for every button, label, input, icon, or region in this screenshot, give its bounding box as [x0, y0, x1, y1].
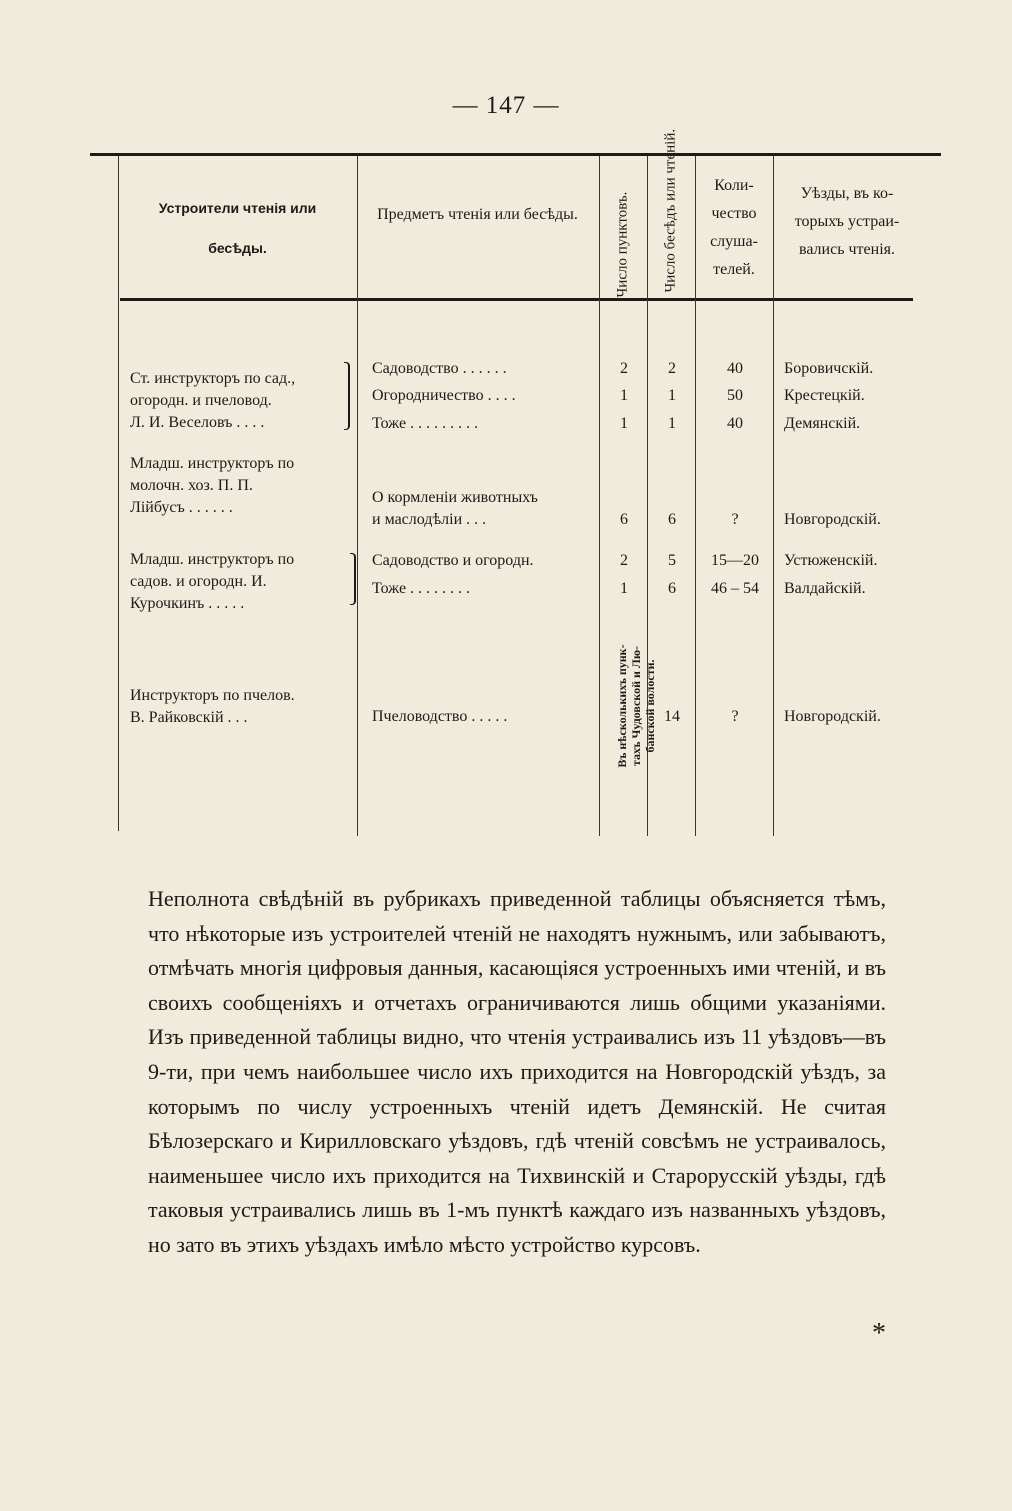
- points-cell: 1: [620, 580, 628, 597]
- points-cell: 2: [620, 552, 628, 569]
- points-cell: 2: [620, 360, 628, 377]
- readings-cell: 6: [668, 580, 676, 597]
- readings-cell: 1: [668, 387, 676, 404]
- header-readings: Число бесѣдъ или чтеній.: [662, 128, 679, 293]
- readings-cell: 5: [668, 552, 676, 569]
- listeners-cell: 40: [727, 415, 743, 432]
- district-cell: Валдайскій.: [784, 580, 866, 597]
- organizer-cell: Младш. инструкторъ по молочн. хоз. П. П. Лійбусъ . . . . . .: [130, 455, 295, 516]
- group-brace: [344, 362, 350, 430]
- organizer-cell: Младш. инструкторъ по садов. и огородн. И. Курочкинъ . . . . .: [130, 551, 295, 612]
- page-number: — 147 —: [452, 92, 560, 119]
- listeners-cell: 46 – 54: [711, 580, 759, 597]
- points-cell: 1: [620, 387, 628, 404]
- header-organizer: Устроители чтенія или бесѣды.: [158, 200, 317, 256]
- district-cell: Крестецкій.: [784, 387, 865, 404]
- points-cell: 1: [620, 415, 628, 432]
- subject-cell: Тоже . . . . . . . . .: [372, 415, 479, 432]
- subject-cell: Пчеловодство . . . . .: [372, 708, 508, 725]
- listeners-cell: ?: [731, 511, 739, 528]
- readings-cell: 14: [664, 708, 680, 725]
- column-divider: [599, 156, 600, 836]
- points-note: Въ нѣсколькихъ пунк- тахъ Чудовской и Лю- банской волости.: [615, 644, 657, 768]
- district-cell: Боровичскій.: [784, 360, 874, 377]
- header-listeners: Коли-чество слуша-телей.: [710, 177, 758, 278]
- header-districts: Уѣзды, въ ко-торыхъ устраи-вались чтенія.: [794, 185, 900, 258]
- listeners-cell: 40: [727, 360, 743, 377]
- district-cell: Новгородскій.: [784, 511, 881, 528]
- district-cell: Новгородскій.: [784, 708, 881, 725]
- readings-cell: 2: [668, 360, 676, 377]
- organizer-cell: Ст. инструкторъ по сад., огородн. и пчеловод. Л. И. Веселовъ . . . .: [130, 370, 296, 431]
- readings-cell: 1: [668, 415, 676, 432]
- listeners-cell: 15—20: [711, 552, 759, 569]
- listeners-cell: 50: [727, 387, 743, 404]
- header-points: Число пунктовъ.: [614, 191, 631, 298]
- table-header-rule: [120, 298, 913, 301]
- group-brace: [350, 553, 356, 605]
- column-divider: [118, 156, 119, 831]
- column-divider: [773, 156, 774, 836]
- column-divider: [357, 156, 358, 836]
- readings-cell: 6: [668, 511, 676, 528]
- subject-cell: Огородничество . . . .: [372, 387, 516, 404]
- table-top-rule: [90, 153, 941, 156]
- points-cell: 6: [620, 511, 628, 528]
- subject-cell: О кормленіи животныхъ и маслодѣліи . . .: [372, 489, 538, 528]
- organizer-cell: Инструкторъ по пчелов. В. Райковскій . . .: [130, 687, 295, 726]
- column-divider: [695, 156, 696, 836]
- subject-cell: Тоже . . . . . . . .: [372, 580, 471, 597]
- subject-cell: Садоводство и огородн.: [372, 552, 534, 569]
- subject-cell: Садоводство . . . . . .: [372, 360, 507, 377]
- listeners-cell: ?: [731, 708, 739, 725]
- footer-asterisk: *: [872, 1318, 886, 1349]
- body-paragraph: Неполнота свѣдѣній въ рубрикахъ приведенной таблицы объясняется тѣмъ, что нѣкоторые изъ устроителей чтеній не находятъ нужнымъ, или забываютъ, отмѣчать многія цифровыя данныя, касающіяся устроенныхъ ими чтеній, и въ своихъ сообщеніяхъ и отчетахъ ограничиваются лишь общими указаніями. Изъ приведенной таблицы видно, что чтенія устраивались изъ 11 уѣздовъ—въ 9-ти, при чемъ наибольшее число ихъ приходится на Новгородскій уѣздъ, за которымъ по числу устроенныхъ чтеній идетъ Демянскій. Не считая Бѣлозерскаго и Кирилловскаго уѣздовъ, гдѣ чтеній совсѣмъ не устраивалось, наименьшее число ихъ приходится на Тихвинскій и Старорусскій уѣзды, гдѣ таковыя устраивались лишь въ 1-мъ пунктѣ каждаго изъ названныхъ уѣздовъ, но зато въ этихъ уѣздахъ имѣло мѣсто устройство курсовъ.: [148, 886, 886, 1257]
- district-cell: Устюженскій.: [784, 552, 878, 569]
- header-subject: Предметъ чтенія или бесѣды.: [377, 206, 578, 223]
- district-cell: Демянскій.: [784, 415, 861, 432]
